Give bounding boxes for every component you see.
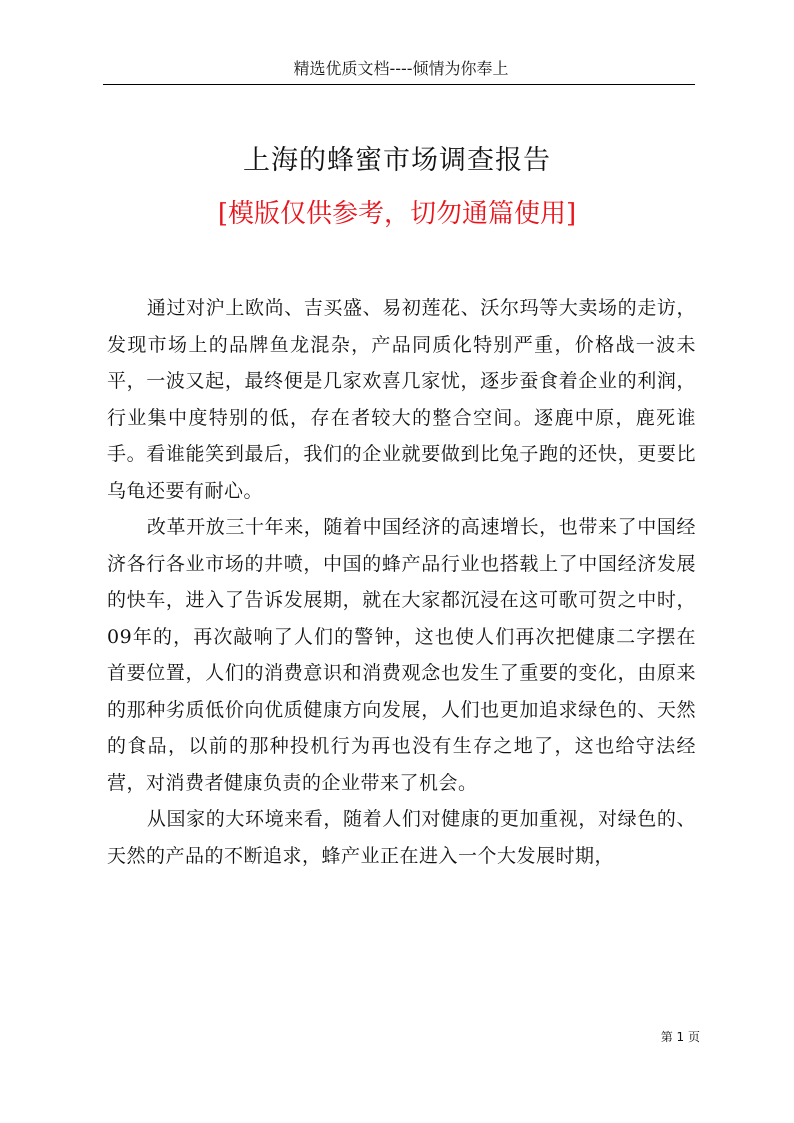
document-subtitle: [模版仅供参考，切勿通篇使用] — [217, 199, 577, 229]
header-divider — [103, 84, 695, 85]
paragraph: 通过对沪上欧尚、吉买盛、易初莲花、沃尔玛等大卖场的走访，发现市场上的品牌鱼龙混杂，产品同质化特别严重，价格战一波未平，一波又起，最终便是几家欢喜几家忧，逐步蚕食着企业的利润，行业集中度特别的低，存在者较大的整合空间。逐鹿中原，鹿死谁手。看谁能笑到最后，我们的企业就要做到比兔子跑的还快，更要比乌龟还要有耐心。 — [107, 297, 696, 502]
document-body — [107, 290, 696, 874]
paragraph: 从国家的大环境来看，随着人们对健康的更加重视，对绿色的、天然的产品的不断追求，蜂产业正在进入一个大发展时期， — [107, 808, 696, 867]
document-title: 上海的蜂蜜市场调查报告 — [243, 145, 551, 176]
page-number: 第 1 页 — [660, 1030, 700, 1044]
paragraph: 改革开放三十年来，随着中国经济的高速增长，也带来了中国经济各行各业市场的井喷，中国的蜂产品行业也搭载上了中国经济发展的快车，进入了告诉发展期，就在大家都沉浸在这可歌可贺之中时，09年的，再次敲响了人们的警钟，这也使人们再次把健康二字摆在首要位置，人们的消费意识和消费观念也发生了重要的变化，由原来的那种劣质低价向优质健康方向发展，人们也更加追求绿色的、天然的食品，以前的那种投机行为再也没有生存之地了，这也给守法经营，对消费者健康负责的企业带来了机会。 — [107, 516, 696, 794]
page-header: 精选优质文档----倾情为你奉上 — [293, 59, 509, 78]
